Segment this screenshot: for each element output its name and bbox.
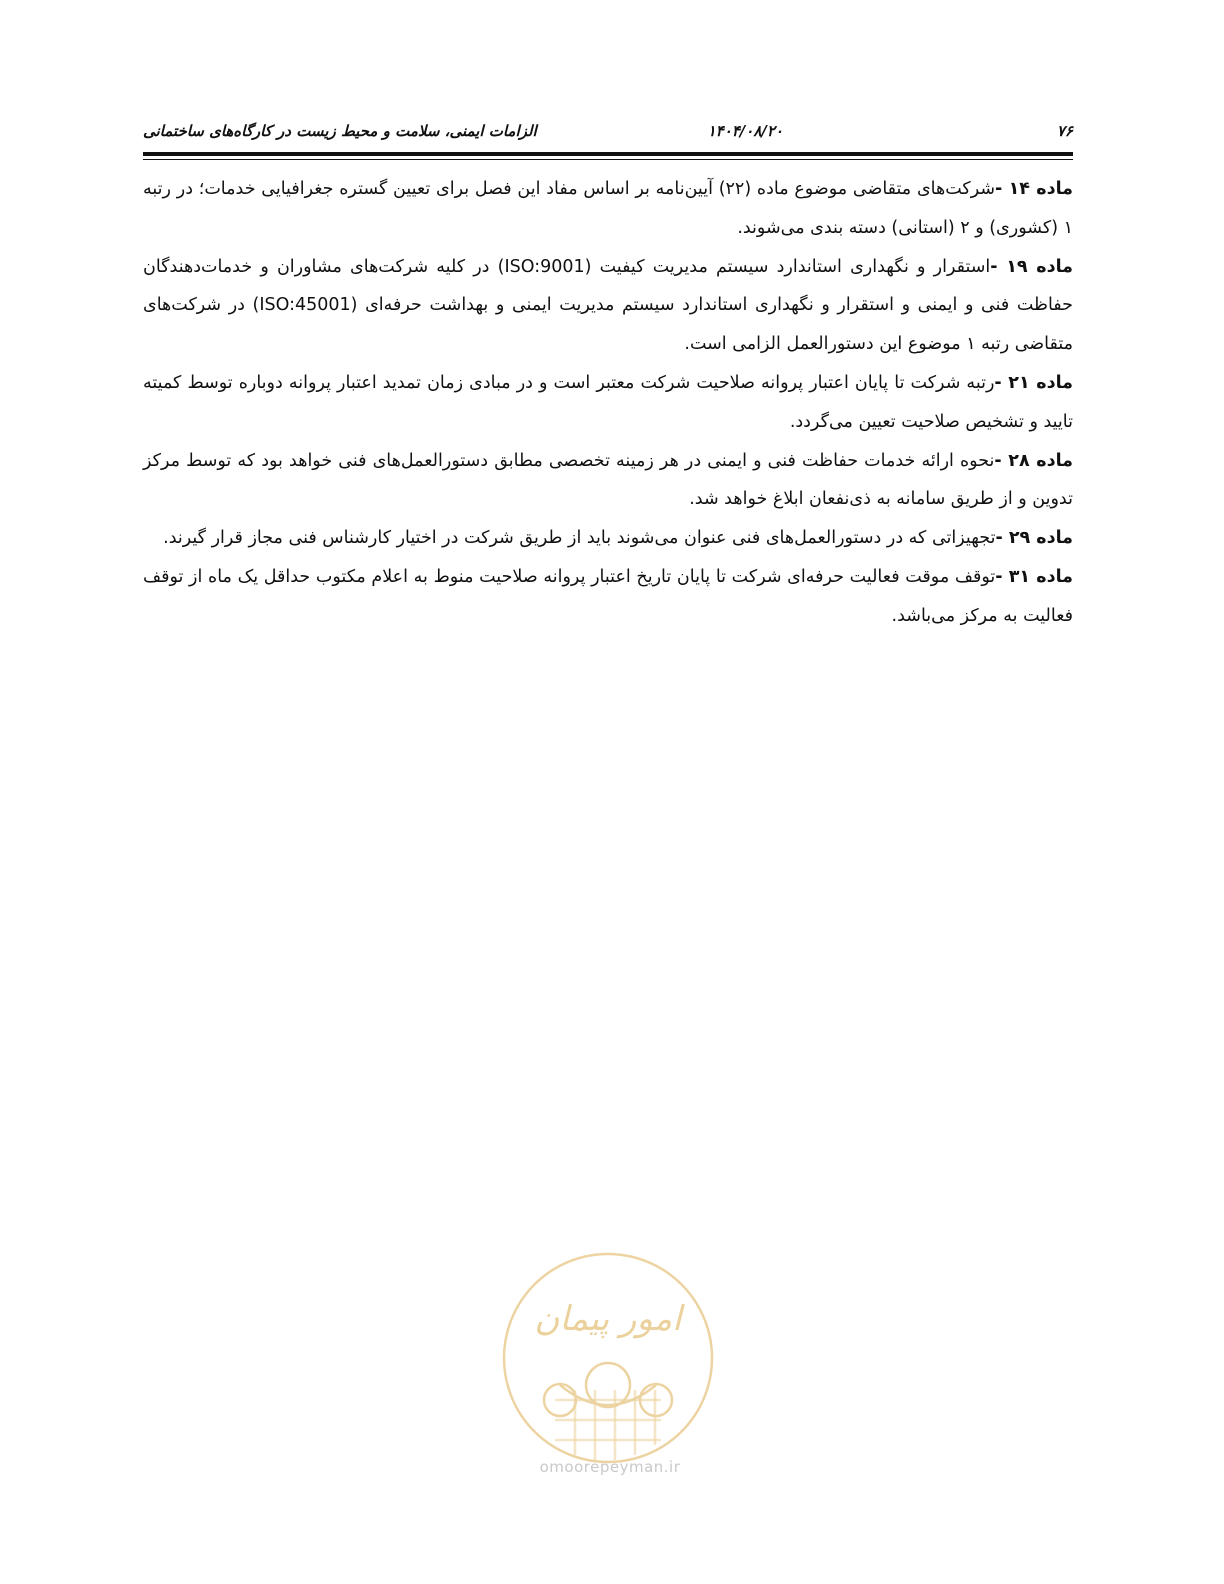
article-text: رتبه شرکت تا پایان اعتبار پروانه صلاحیت شرکت معتبر است و در مبادی زمان تمدید اعتبار پروانه دوباره توسط کمیته تایید و تشخیص صلاحیت تعیین می‌گردد.	[143, 372, 1073, 432]
article-paragraph	[143, 558, 1073, 636]
article-text: استقرار و نگهداری استاندارد سیستم مدیریت کیفیت (ISO:9001) در کلیه شرکت‌های مشاوران و خدمات‌دهندگان حفاظت فنی و ایمنی و استقرار و نگهداری استاندارد سیستم مدیریت ایمنی و بهداشت حرفه‌ای (ISO:45001) در شرکت‌های متقاضی رتبه ۱ موضوع این دستورالعمل الزامی است.	[143, 256, 1073, 355]
document-body	[143, 170, 1073, 636]
article-text: تجهیزاتی که در دستورالعمل‌های فنی عنوان می‌شوند باید از طریق شرکت در اختیار کارشناس فنی مجاز قرار گیرند.	[163, 528, 996, 549]
article-paragraph	[143, 248, 1073, 364]
article-paragraph	[143, 442, 1073, 520]
watermark-logo-text: امور پیمان	[534, 1299, 682, 1339]
header-date: ۱۴۰۴/۰۸/۲۰	[707, 122, 783, 140]
header-rule-thin	[143, 159, 1073, 160]
watermark-logo	[500, 1250, 716, 1466]
article-label: ماده ۲۸ -	[994, 450, 1074, 471]
article-paragraph	[143, 519, 1073, 558]
article-label: ماده ۲۹ -	[995, 528, 1073, 549]
header-title: الزامات ایمنی، سلامت و محیط زیست در کارگاه‌های ساختمانی	[143, 122, 537, 140]
article-text: نحوه ارائه خدمات حفاظت فنی و ایمنی در هر زمینه تخصصی مطابق دستورالعمل‌های فنی خواهد بود که توسط مرکز تدوین و از طریق سامانه به ذی‌نفعان ابلاغ خواهد شد.	[143, 450, 1073, 510]
page-header	[143, 118, 1073, 146]
article-paragraph	[143, 364, 1073, 442]
article-label: ماده ۱۴ -	[995, 179, 1073, 199]
watermark-url: omoorepeyman.ir	[539, 1458, 681, 1476]
article-text: توقف موقت فعالیت حرفه‌ای شرکت تا پایان تاریخ اعتبار پروانه صلاحیت منوط به اعلام مکتوب حداقل یک ماه از توقف فعالیت به مرکز می‌باشد.	[143, 566, 1073, 626]
article-text: شرکت‌های متقاضی موضوع ماده (۲۲) آیین‌نامه بر اساس مفاد این فصل برای تعیین گستره جغرافیایی خدمات؛ در رتبه ۱ (کشوری) و ۲ (استانی) دسته بندی می‌شوند.	[143, 179, 1073, 238]
article-paragraph	[143, 170, 1073, 248]
article-label: ماده ۲۱ -	[994, 372, 1073, 393]
article-label: ماده ۳۱ -	[995, 566, 1074, 587]
header-page-number: ۷۶	[1056, 122, 1073, 140]
article-label: ماده ۱۹ -	[990, 256, 1073, 277]
header-rule-thick	[143, 152, 1073, 156]
